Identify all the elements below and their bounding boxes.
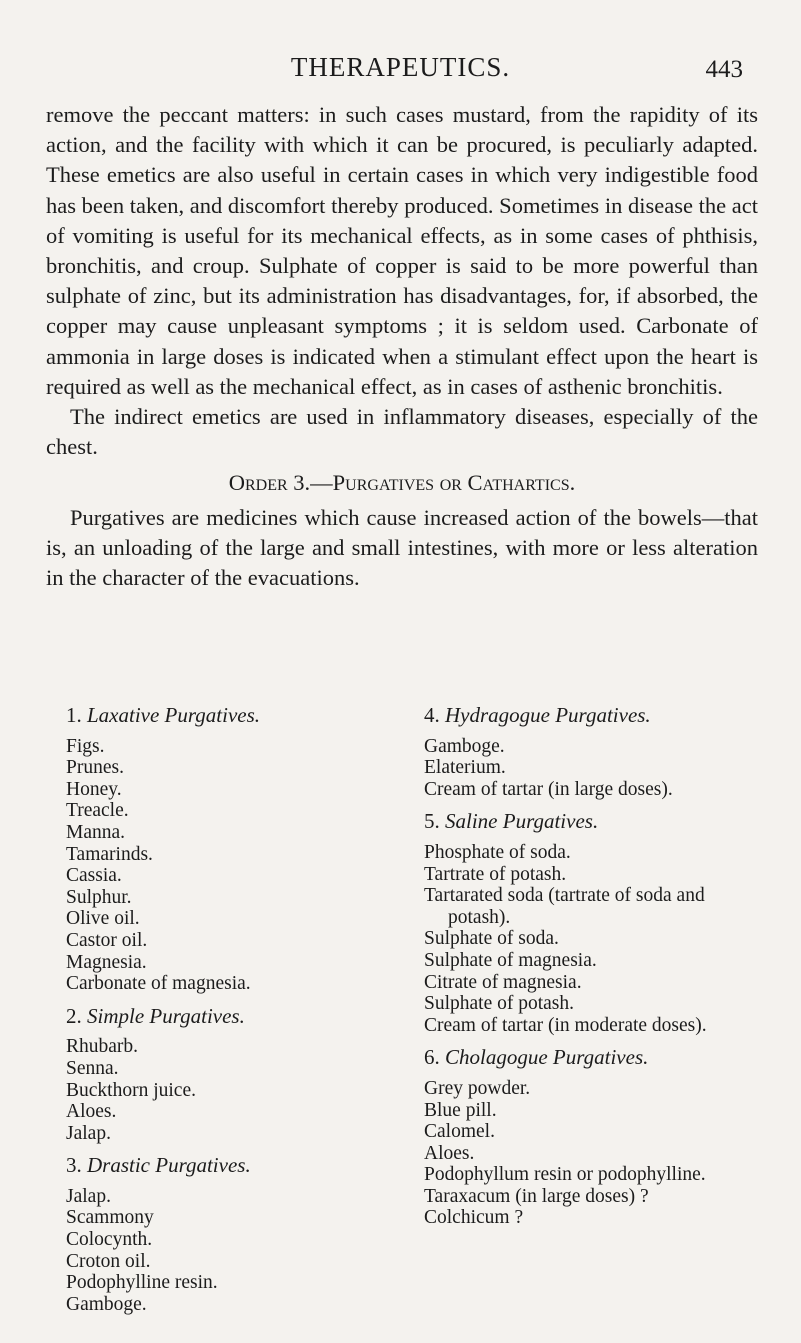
list-item: Aloes. — [66, 1101, 117, 1123]
list-item: Cream of tartar (in large doses). — [424, 778, 673, 800]
page-header — [0, 52, 801, 88]
purgative-group-heading — [66, 705, 346, 727]
list-item: Buckthorn juice. — [66, 1079, 196, 1101]
group-number: 6. — [424, 1045, 440, 1070]
list-item: Honey. — [66, 778, 122, 800]
list-item: Cassia. — [66, 865, 122, 887]
purgative-group-heading — [424, 1047, 740, 1069]
list-item: Carbonate of magnesia. — [66, 973, 251, 995]
purgative-group — [424, 705, 740, 800]
list-item: Treacle. — [66, 800, 129, 822]
list-item: Tartarated soda (tartrate of soda and potash). — [424, 885, 705, 928]
list-item: Grey powder. — [424, 1077, 531, 1099]
list-item: Jalap. — [66, 1185, 111, 1207]
list-item: Tartrate of potash. — [424, 863, 567, 885]
list-item: Sulphur. — [66, 886, 132, 908]
group-number: 4. — [424, 703, 440, 727]
list-item: Croton oil. — [66, 1250, 151, 1272]
group-title: Simple Purgatives. — [87, 1003, 245, 1028]
list-item: Podophylline resin. — [66, 1272, 218, 1294]
list-item: Colocynth. — [66, 1229, 153, 1251]
purgative-group-heading — [424, 705, 740, 727]
paragraph-indirect-emetics: The indirect emetics are used in inflammatory diseases, especially of the chest. — [46, 404, 758, 460]
group-number: 1. — [66, 703, 82, 727]
group-number: 2. — [66, 1003, 82, 1028]
list-item: Jalap. — [66, 1122, 111, 1144]
list-item: Gamboge. — [424, 735, 505, 757]
purgative-group — [424, 1047, 740, 1229]
group-title: Saline Purgatives. — [445, 809, 599, 834]
list-item: Olive oil. — [66, 908, 140, 930]
list-item: Podophyllum resin or podophylline. — [424, 1164, 706, 1186]
list-item: Calomel. — [424, 1121, 495, 1143]
list-item: Rhubarb. — [66, 1036, 139, 1058]
group-title: Drastic Purgatives. — [87, 1153, 251, 1178]
list-item: Sulphate of soda. — [424, 928, 559, 950]
list-item: Colchicum ? — [424, 1207, 524, 1229]
list-item: Taraxacum (in large doses) ? — [424, 1185, 649, 1207]
purgatives-list-right-column — [424, 705, 740, 1240]
group-title: Hydragogue Purgatives. — [445, 703, 651, 727]
list-item: Manna. — [66, 821, 126, 843]
list-item: Cream of tartar (in moderate doses). — [424, 1014, 707, 1036]
list-item: Figs. — [66, 735, 105, 757]
purgative-group — [66, 1155, 346, 1315]
purgative-group-heading — [66, 1003, 346, 1028]
group-title: Cholagogue Purgatives. — [445, 1045, 649, 1070]
purgative-group-heading — [66, 1155, 346, 1177]
paragraph-purgatives-definition: Purgatives are medicines which cause increased action of the bowels—that is, an unloading of the large and small intestines, with more or less alteration in the character of the evacuations. — [46, 504, 758, 591]
list-item: Aloes. — [424, 1142, 475, 1164]
paragraph-emetics-continued: remove the peccant matters: in such cases mustard, from the rapidity of its action, and the facility with which it can be procured, is peculiarly adapted. These emetics are also useful in certain cases in which very indigestible food has been taken, and discomfort thereby produced. Sometimes in disease the act of vomiting is useful for its mechanical effects, as in some cases of phthisis, bronchitis, and croup. Sulphate of copper is said to be more powerful than sulphate of zinc, but its administration has disadvantages, for, if absorbed, the copper may cause unpleasant symptoms ; it is seldom used. Carbonate of ammonia in large doses is indicated when a stimulant effect upon the heart is required as well as the mechanical effect, as in cases of asthenic bronchitis. — [46, 102, 758, 399]
list-item: Elaterium. — [424, 757, 506, 779]
group-number: 5. — [424, 809, 440, 834]
purgative-group-heading — [424, 811, 740, 833]
group-number: 3. — [66, 1153, 82, 1178]
list-item: Citrate of magnesia. — [424, 971, 582, 993]
list-item: Prunes. — [66, 757, 124, 779]
list-item: Gamboge. — [66, 1293, 147, 1315]
purgatives-list-left-column — [66, 705, 346, 1326]
list-item: Tamarinds. — [66, 843, 153, 865]
group-title: Laxative Purgatives. — [87, 703, 261, 727]
list-item: Castor oil. — [66, 929, 148, 951]
page-number: 443 — [705, 56, 743, 83]
purgative-group — [66, 705, 346, 995]
body-text — [46, 100, 758, 593]
order-heading: Order 3.—Purgatives or Cathartics. — [228, 470, 576, 496]
list-item: Sulphate of magnesia. — [424, 949, 597, 971]
list-item: Blue pill. — [424, 1099, 497, 1121]
list-item: Scammony — [66, 1207, 154, 1229]
purgative-group — [424, 811, 740, 1036]
purgative-group — [66, 1003, 346, 1145]
list-item: Senna. — [66, 1057, 119, 1079]
list-item: Magnesia. — [66, 951, 147, 973]
list-item: Phosphate of soda. — [424, 841, 571, 863]
list-item: Sulphate of potash. — [424, 993, 575, 1015]
running-title: THERAPEUTICS. — [290, 52, 511, 82]
